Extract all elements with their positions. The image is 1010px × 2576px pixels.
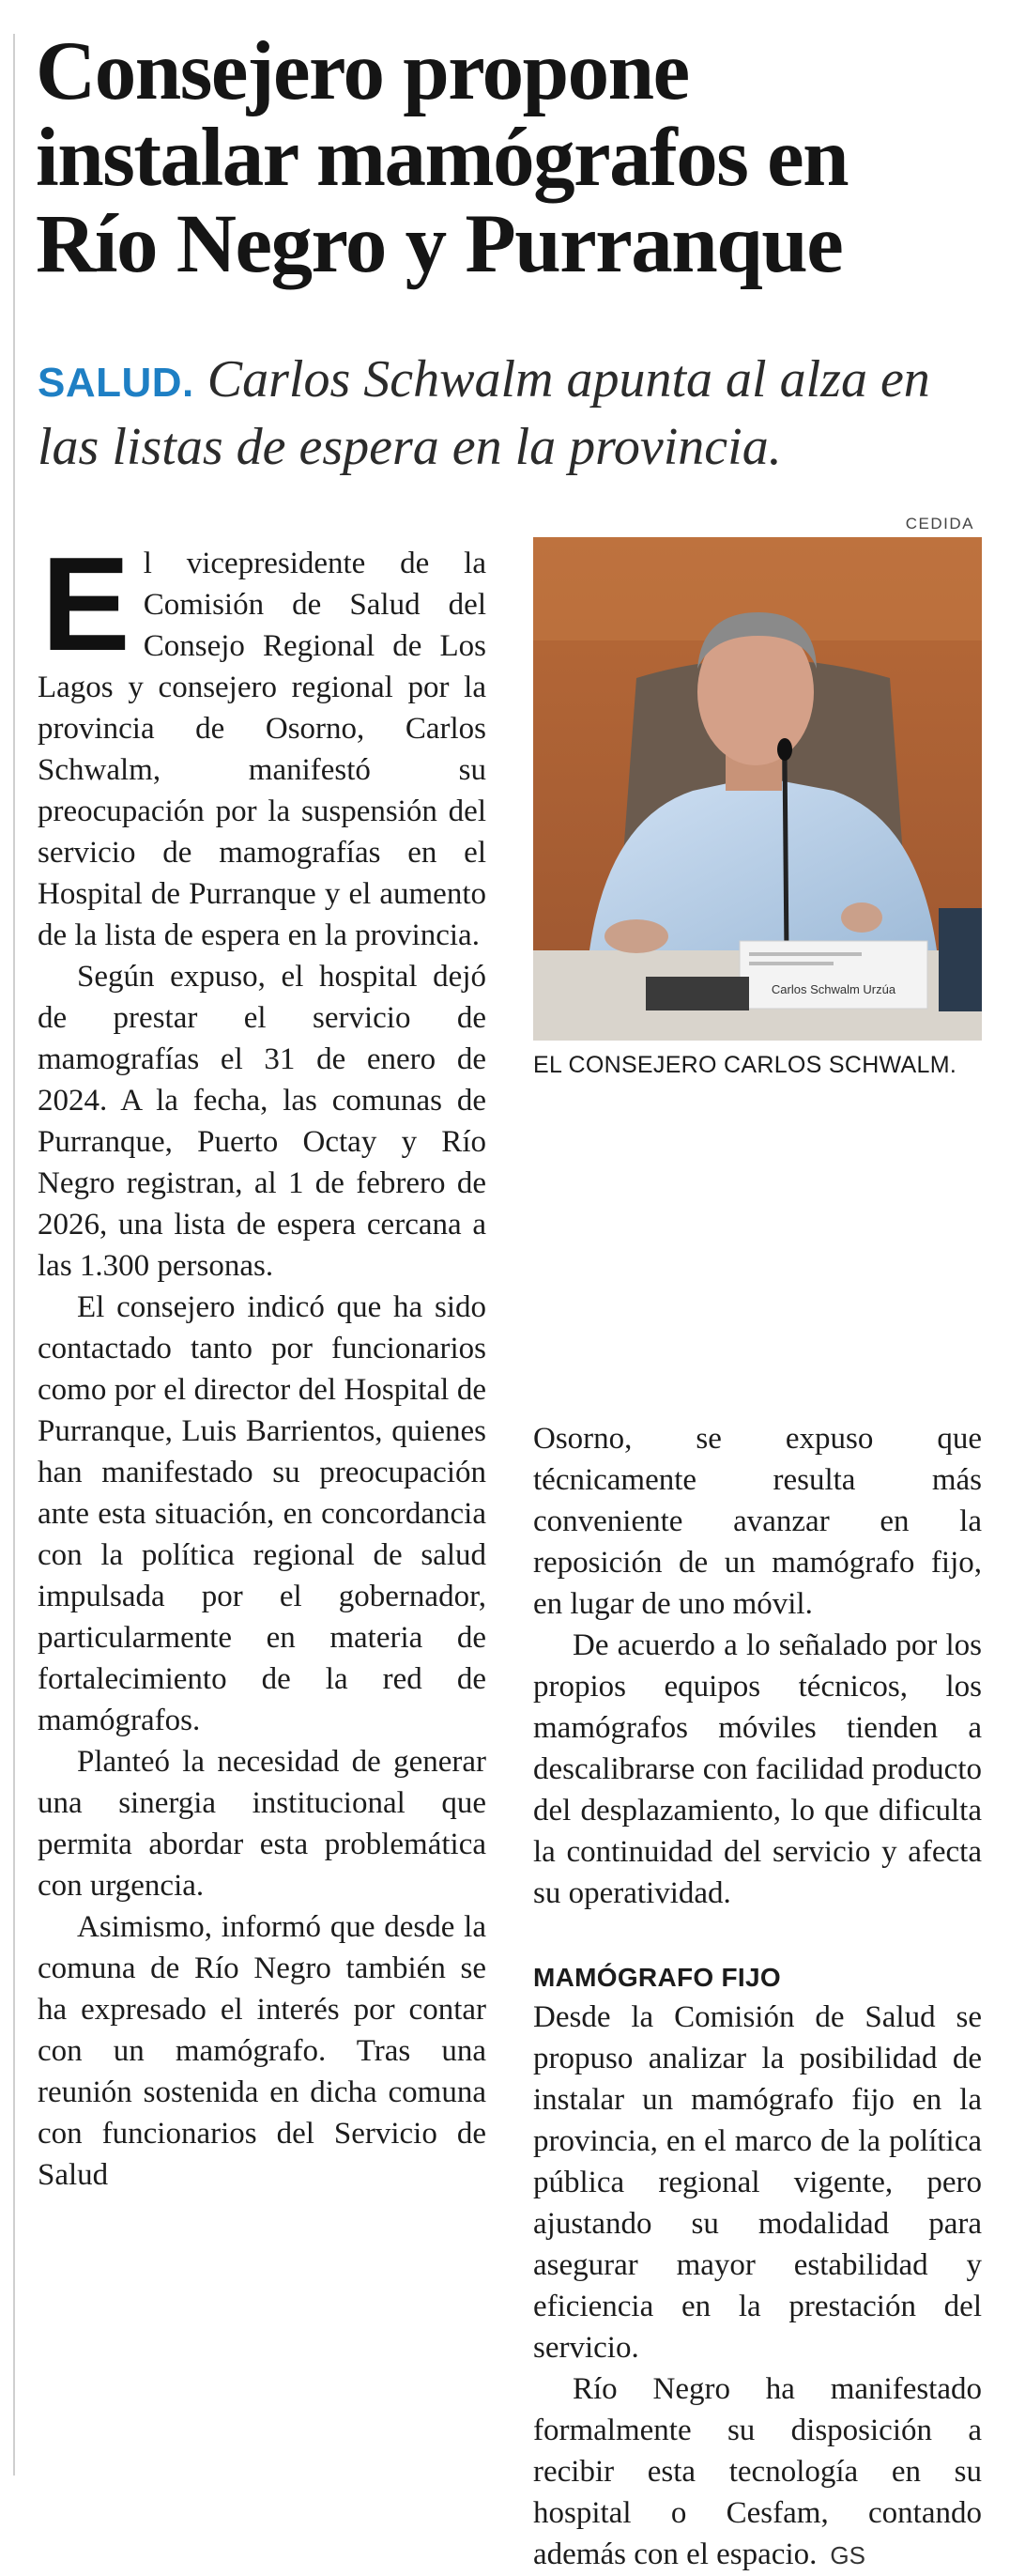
- body-paragraph: El consejero indicó que ha sido contactado tanto por funcionarios como por el director del Hospital de Purranque, Luis Barrientos, quienes han manifestado su preocupación ante esta situación, en concordancia con la política regional de salud impulsada por el gobernador, particularmente en materia de fortalecimiento de la red de mamógrafos.: [38, 1290, 486, 1737]
- right-column: [533, 1418, 982, 2571]
- drop-cap: E: [41, 530, 130, 679]
- body-paragraph: [533, 2368, 982, 2576]
- left-column: [38, 530, 486, 2477]
- article-deck: [38, 347, 995, 479]
- end-mark: GS: [830, 2541, 865, 2569]
- article-headline: [36, 25, 993, 290]
- nameplate-text: Carlos Schwalm Urzúa: [771, 982, 896, 996]
- headline-line: Río Negro y Purranque: [36, 198, 843, 290]
- photo-caption: EL CONSEJERO CARLOS SCHWALM.: [533, 1052, 957, 1078]
- body-paragraph: [38, 530, 486, 956]
- photo-credit: CEDIDA: [905, 515, 974, 532]
- body-paragraph: Planteó la necesidad de generar una sinergia institucional que permita abordar esta problemática con urgencia.: [38, 1745, 486, 1903]
- headline-line: instalar mamógrafos en: [36, 112, 849, 204]
- section-subhead: MAMÓGRAFO FIJO: [533, 1963, 781, 1992]
- body-paragraph: Osorno, se expuso que técnicamente resulta más conveniente avanzar en la reposición de un mamógrafo fijo, en lugar de uno móvil.: [533, 1422, 982, 1621]
- paragraph-text: Río Negro ha manifestado formalmente su disposición a recibir esta tecnología en su hospital o Cesfam, contando además con el espacio.: [533, 2372, 982, 2571]
- paragraph-text: l vicepresidente de la Comisión de Salud del Consejo Regional de Los Lagos y consejero regional por la provincia de Osorno, Carlos Schwalm, manifestó su preocupación por la suspensión del servicio de mamografías en el Hospital de Purranque y el aumento de la lista de espera en la provincia.: [38, 547, 486, 952]
- section-kicker: SALUD.: [38, 360, 194, 406]
- body-paragraph: Desde la Comisión de Salud se propuso analizar la posibilidad de instalar un mamógrafo fijo en la provincia, en el marco de la política pública regional vigente, pero ajustando su modalidad para asegurar mayor estabilidad y eficiencia en la prestación del servicio.: [533, 2000, 982, 2365]
- article-photo: [533, 537, 982, 1041]
- body-paragraph: De acuerdo a lo señalado por los propios equipos técnicos, los mamógrafos móviles tienden a descalibrarse con facilidad producto del desplazamiento, lo que dificulta la continuidad del servicio y afecta su operatividad.: [533, 1628, 982, 1910]
- body-paragraph: Asimismo, informó que desde la comuna de Río Negro también se ha expresado el interés por contar con un mamógrafo. Tras una reunión sostenida en dicha comuna con funcionarios del Servicio de Salud: [38, 1910, 486, 2192]
- body-paragraph: Según expuso, el hospital dejó de prestar el servicio de mamografías el 31 de enero de 2024. A la fecha, las comunas de Purranque, Puerto Octay y Río Negro registran, al 1 de febrero de 2026, una lista de espera cercana a las 1.300 personas.: [38, 960, 486, 1283]
- headline-line: Consejero propone: [36, 25, 689, 117]
- left-margin-rule: [13, 34, 15, 2476]
- deck-text: Carlos Schwalm apunta al alza en las listas de espera en la provincia.: [38, 350, 930, 476]
- photo-illustration: [533, 537, 982, 1041]
